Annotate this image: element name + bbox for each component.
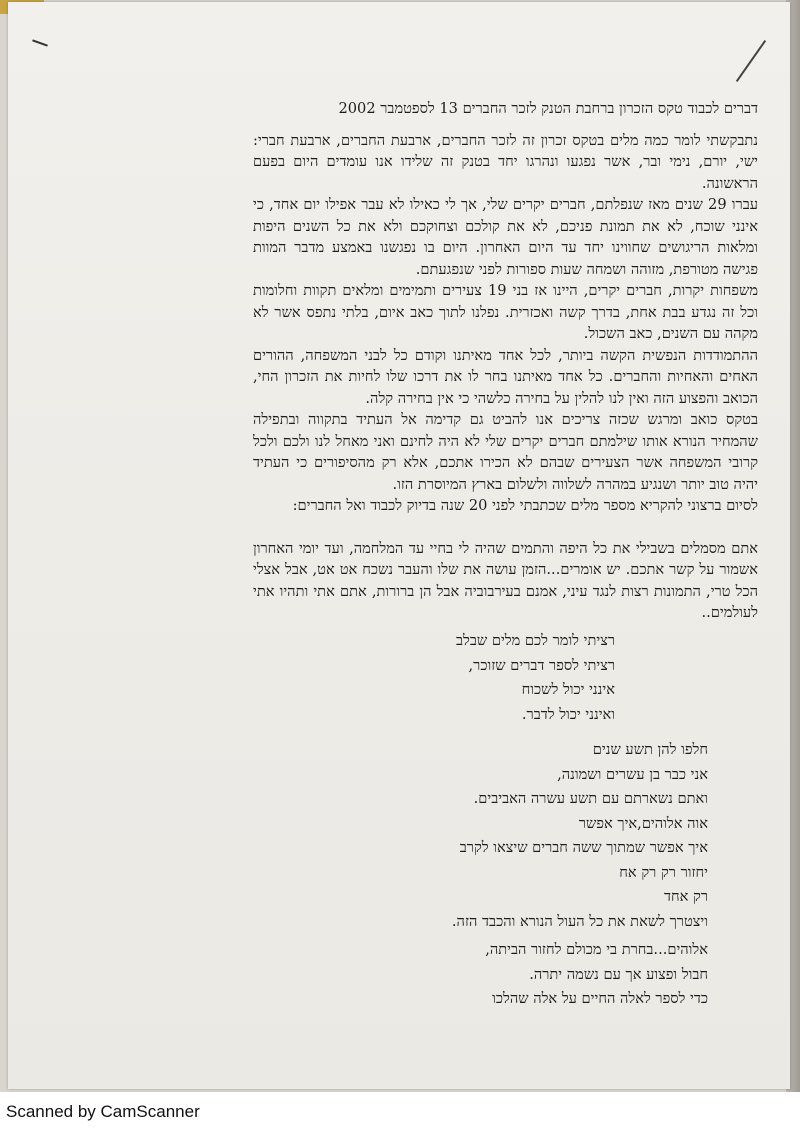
paragraph: עברו 29 שנים מאז שנפלתם, חברים יקרים שלי, אך לי כאילו לא עבר אפילו יום אחד, כי אינני שוכח, לא את תמונת פניכם, לא את קולכם וצחוקכם ולא את כל השנים היפות ומלאות הריגושים שחווינו יחד עד היום האחרון. היום בו נפגשנו באמצע מדבר המוות פגישה מטורפת, מזוהה ושמחה שעות ספורות לפני שנפגעתם. bbox=[253, 196, 758, 278]
poem-line: ואתם נשארתם עם תשע עשרה האביבים. bbox=[473, 790, 708, 807]
poem-line: אינני יכול לשכוח bbox=[521, 681, 616, 698]
poem-line: ואינני יכול לדבר. bbox=[521, 705, 616, 723]
paragraph: נתבקשתי לומר כמה מלים בטקס זכרון זה לזכר החברים, ארבעת החברים, ארבעת חברי: ישי, יורם, נימי ובר, אשר נפגעו ונהרגו יחד בטנק זה שלידו אנו עומדים היום בפעם הראשונה. bbox=[253, 131, 758, 192]
poem-line: אוה אלוהים,איך אפשר bbox=[578, 814, 708, 832]
poem-line: יחזור רק רק אח bbox=[619, 863, 708, 881]
poem-line: ויצטרך לשאת את כל העול הנורא והכבד הזה. bbox=[451, 912, 708, 930]
address-paragraph: אתם מסמלים בשבילי את כל היפה והתמים שהיה לי בחיי עד המלחמה, ועד יומי האחרון אשמור על קשר אתכם. יש אומרים...הזמן עושה את שלו והעבר נשכח אט אט, אבל אצלי הכל טרי, התמונות רצות לנגד עיני, אמנם בעירבוביה אבל הן ברורות, אתם אתי ותהיו אתי לעולמים.. bbox=[253, 539, 758, 621]
poem-line: חבול ופצוע אך עם נשמה יתרה. bbox=[529, 965, 708, 983]
paragraph: לסיום ברצוני להקריא מספר מלים שכתבתי לפני 20 שנה בדיוק לכבוד ואל החברים: bbox=[292, 497, 758, 514]
poem-line: אלוהים...בחרת בי מכולם לחזור הביתה, bbox=[485, 941, 708, 958]
pen-mark bbox=[736, 40, 766, 82]
poem-line: איך אפשר שמתוך ששה חברים שיצאו לקרב bbox=[459, 839, 708, 856]
poem-line: רק אחד bbox=[663, 888, 708, 905]
document-title: דברים לכבוד טקס הזכרון ברחבת הטנק לזכר החברים 13 לספטמבר 2002 bbox=[338, 100, 758, 117]
poem-line: חלפו להן תשע שנים bbox=[592, 741, 708, 758]
poem-line: כדי לספר לאלה החיים על אלה שהלכו bbox=[492, 990, 708, 1007]
poem-line: רציתי לומר לכם מלים שבלב bbox=[456, 632, 616, 649]
pen-mark bbox=[32, 39, 48, 46]
scanner-watermark: Scanned by CamScanner bbox=[6, 1102, 200, 1121]
paragraph: משפחות יקרות, חברים יקרים, היינו אז בני 19 צעירים ותמימים ומלאים תקוות וחלומות וכל זה נגדע בבת אחת, בדרך קשה ואכזרית. נפלנו לתוך כאב איום, בלתי נתפס אשר לא מקהה עם השנים, כאב השכול. bbox=[253, 282, 759, 342]
poem-stanza-3 bbox=[428, 938, 708, 1012]
poem-line: רציתי לספר דברים שזוכר, bbox=[468, 656, 616, 674]
poem-stanza-2 bbox=[370, 738, 708, 934]
scanned-page bbox=[8, 2, 790, 1089]
poem-line: אני כבר בן עשרים ושמונה, bbox=[557, 765, 708, 783]
paragraph: בטקס כואב ומרגש שכזה צריכים אנו להביט גם קדימה אל העתיד בתקווה ובתפילה שהמחיר הנורא אותו שילמתם חברים יקרים שלי לא היה לחינם ואני מאחל לנו ולכם ולכל קרובי המשפחה אשר הצעירים שבהם לא הכירו אתכם, אלא רק מהסיפורים כי העתיד יהיה טוב יותר ושנגיע במהרה לשלווה ולשלום בארץ המיוסרת הזו. bbox=[253, 411, 758, 493]
paragraph: ההתמודדות הנפשית הקשה ביותר, לכל אחד מאיתנו וקודם כל לבני המשפחה, ההורים האחים והאחיות והחברים. כל אחד מאיתנו בחר לו את דרכו שלו לחיות את הזכרון החי, הכואב והפצוע הזה ואין לנו להלין על בחירה כלשהי כי אין בחירה קלה. bbox=[253, 346, 758, 407]
document-body bbox=[253, 98, 758, 624]
poem-stanza-1 bbox=[456, 629, 615, 727]
